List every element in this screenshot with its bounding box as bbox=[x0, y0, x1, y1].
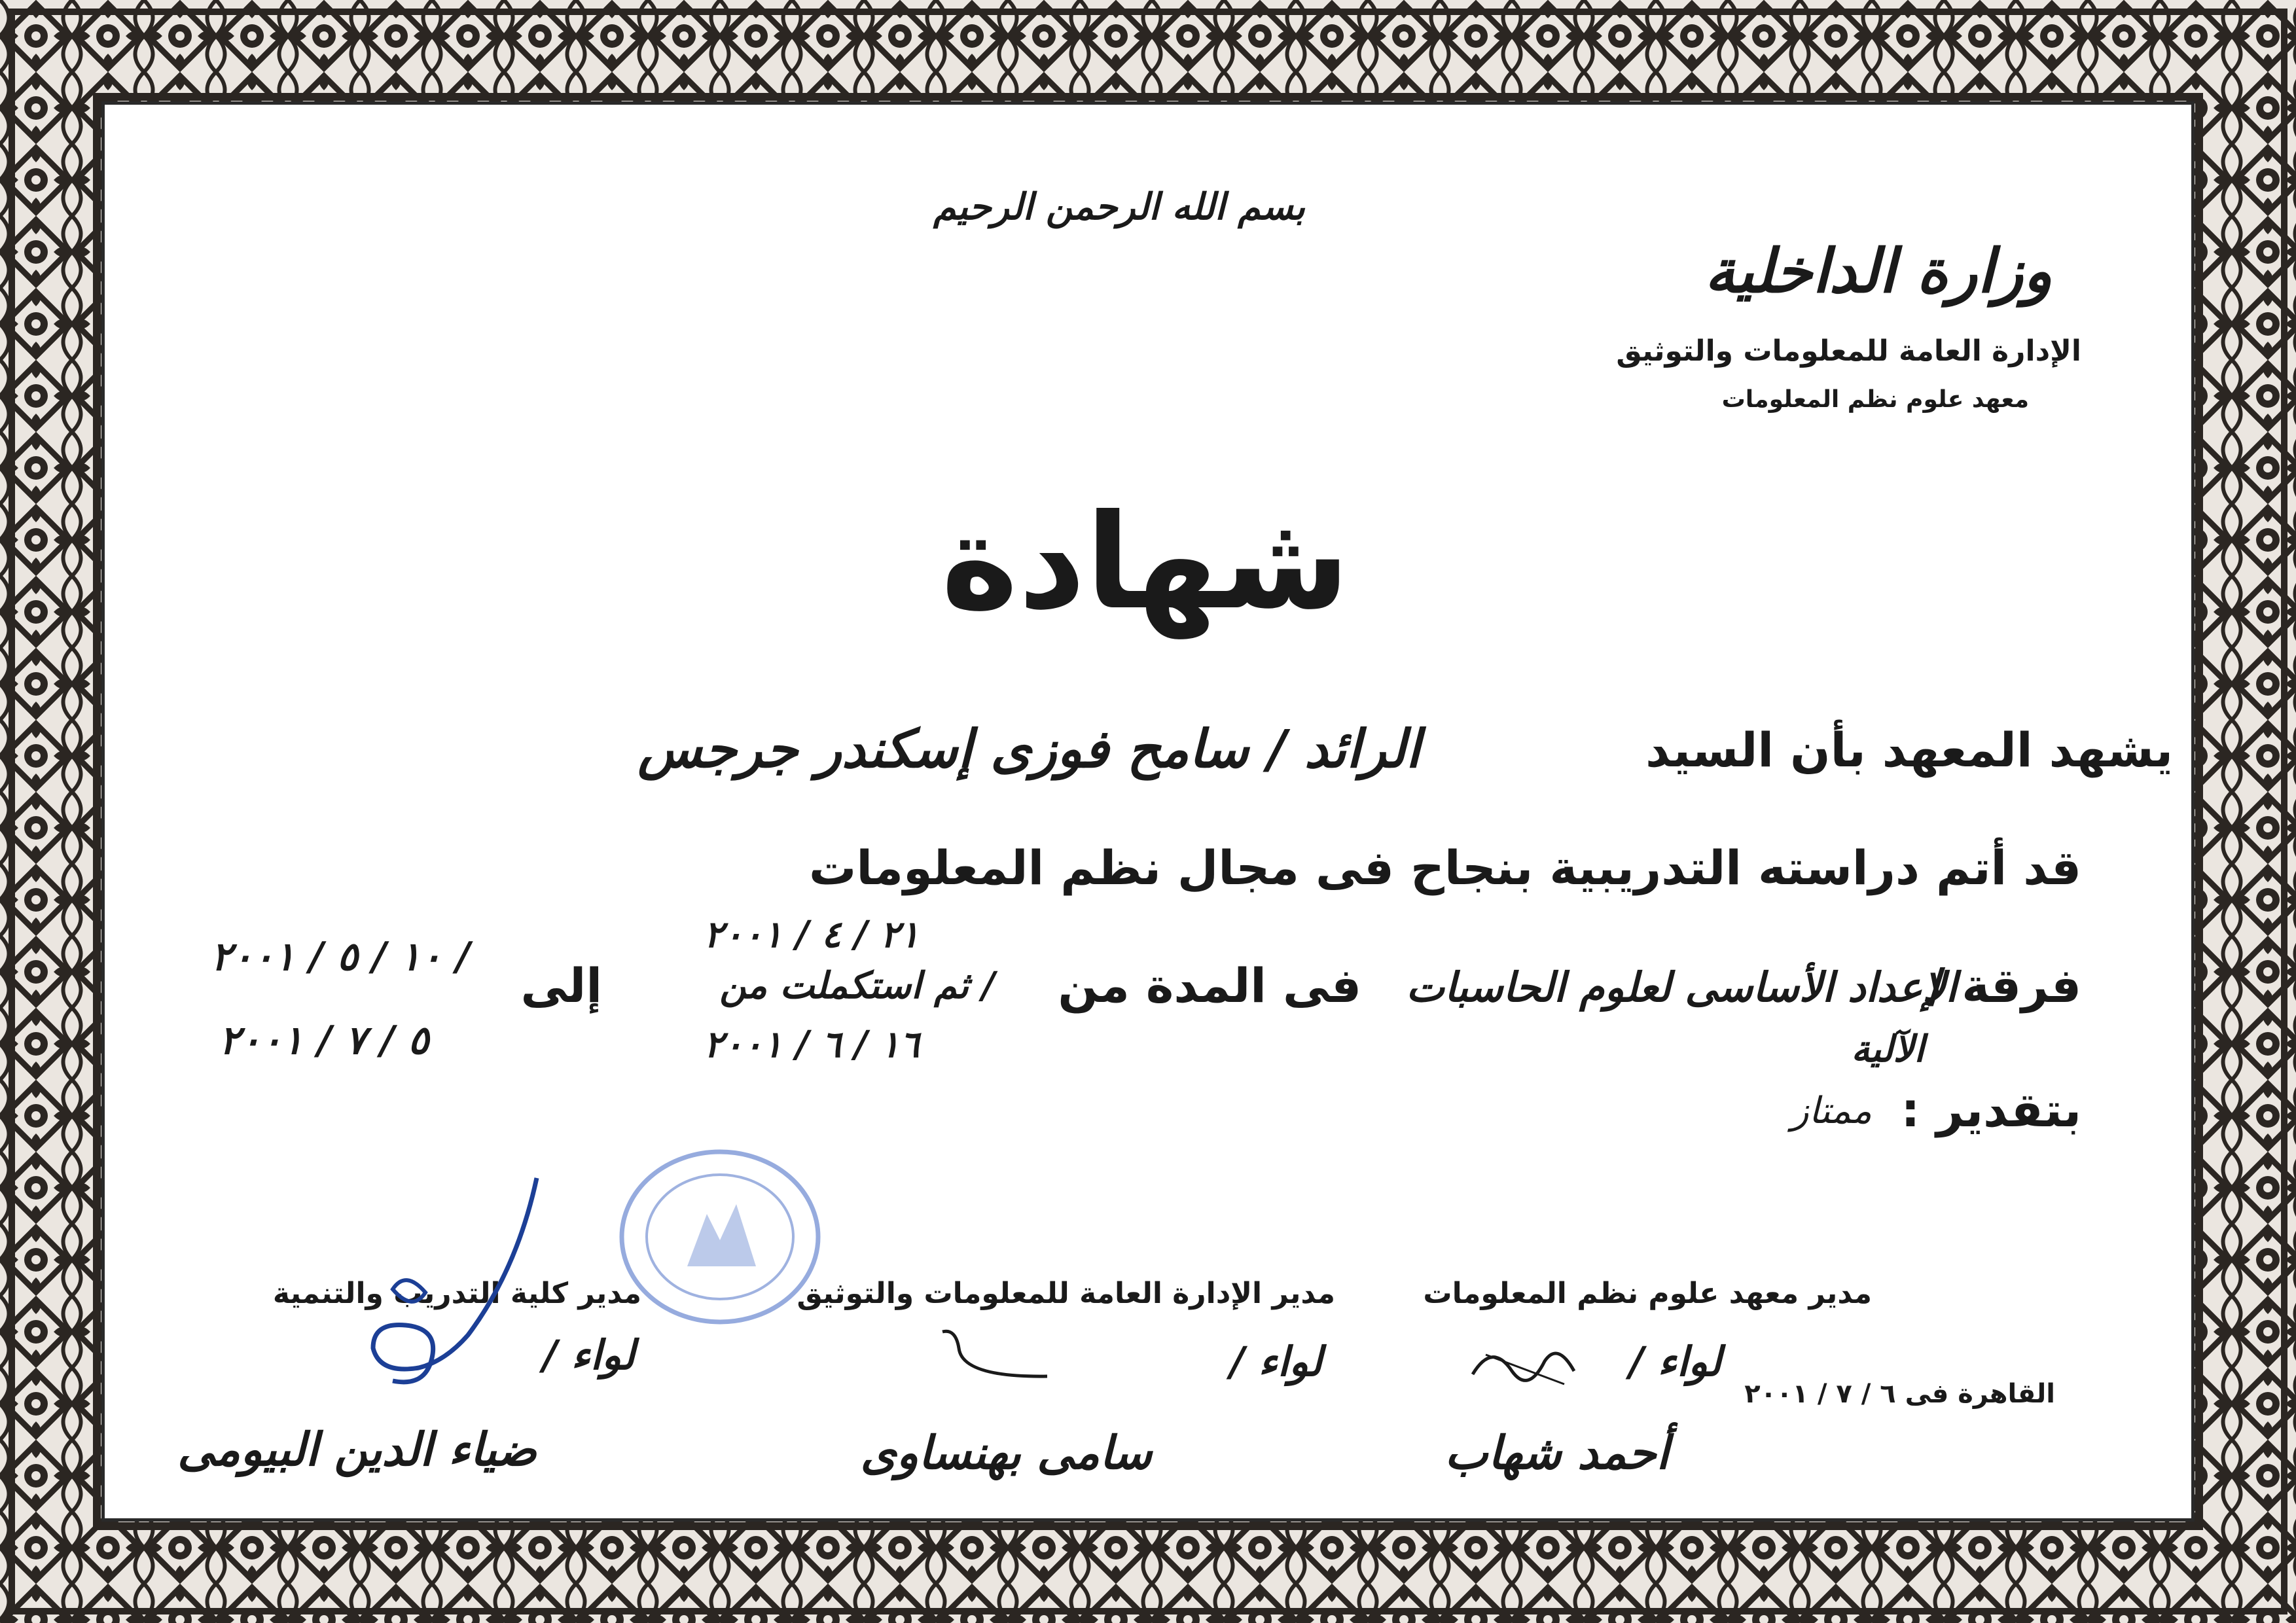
signature-1-mark bbox=[1466, 1335, 1584, 1400]
date-from-2: ١٦ / ٦ / ٢٠٠١ bbox=[704, 1023, 920, 1066]
issue-place-date: القاهرة فى ٦ / ٧ / ٢٠٠١ bbox=[1744, 1379, 2055, 1409]
signatory-2-title: مدير الإدارة العامة للمعلومات والتوثيق bbox=[797, 1277, 1335, 1310]
signatory-2-rank: لواء / bbox=[1229, 1338, 1322, 1385]
signatory-3-title: مدير كلية التدريب والتنمية bbox=[272, 1277, 641, 1310]
date-from: ٢١ / ٤ / ٢٠٠١ bbox=[704, 913, 920, 956]
grade-value: ممتاز bbox=[1791, 1090, 1872, 1132]
signature-3-mark bbox=[353, 1171, 563, 1420]
grade-label: بتقدير : bbox=[1901, 1082, 2081, 1137]
period-from-label: فى المدة من bbox=[1058, 958, 1361, 1013]
signatory-3-name: ضياء الدين البيومى bbox=[177, 1422, 537, 1476]
signatory-1-name: أحمد شهاب bbox=[1444, 1425, 1669, 1480]
course-name-continuation: الآلية bbox=[1851, 1027, 1924, 1071]
certifies-prefix: يشهد المعهد بأن السيد bbox=[1645, 722, 2173, 777]
to-label: إلى bbox=[520, 958, 602, 1013]
basmala: بسم الله الرحمن الرحيم bbox=[933, 185, 1305, 228]
completion-statement: قد أتم دراسته التدريبية بنجاح فى مجال نظم المعلومات bbox=[809, 840, 2081, 895]
continuation-note: / ثم استكملت من bbox=[719, 964, 995, 1007]
course-label: فرقة / bbox=[1928, 958, 2081, 1013]
signatory-3-rank: لواء / bbox=[542, 1331, 635, 1379]
institute-name: معهد علوم نظم المعلومات bbox=[1721, 386, 2029, 413]
signatory-1-title: مدير معهد علوم نظم المعلومات bbox=[1423, 1277, 1872, 1310]
date-to-2: ٥ / ٧ / ٢٠٠١ bbox=[219, 1018, 429, 1063]
signatory-2-name: سامى بهنساوى bbox=[860, 1425, 1152, 1480]
date-to: / ١٠ / ٥ / ٢٠٠١ bbox=[211, 934, 470, 980]
certificate-title: شهادة bbox=[941, 486, 1350, 639]
recipient-rank-name: الرائد / سامح فوزى إسكندر جرجس bbox=[637, 718, 1420, 779]
signatory-1-rank: لواء / bbox=[1628, 1338, 1721, 1385]
signature-2-mark bbox=[936, 1325, 1054, 1384]
ministry-logo-text: وزارة الداخلية bbox=[1704, 236, 2053, 306]
department-name: الإدارة العامة للمعلومات والتوثيق bbox=[1616, 334, 2081, 368]
course-name: الإعداد الأساسى لعلوم الحاسبات bbox=[1406, 963, 1957, 1011]
